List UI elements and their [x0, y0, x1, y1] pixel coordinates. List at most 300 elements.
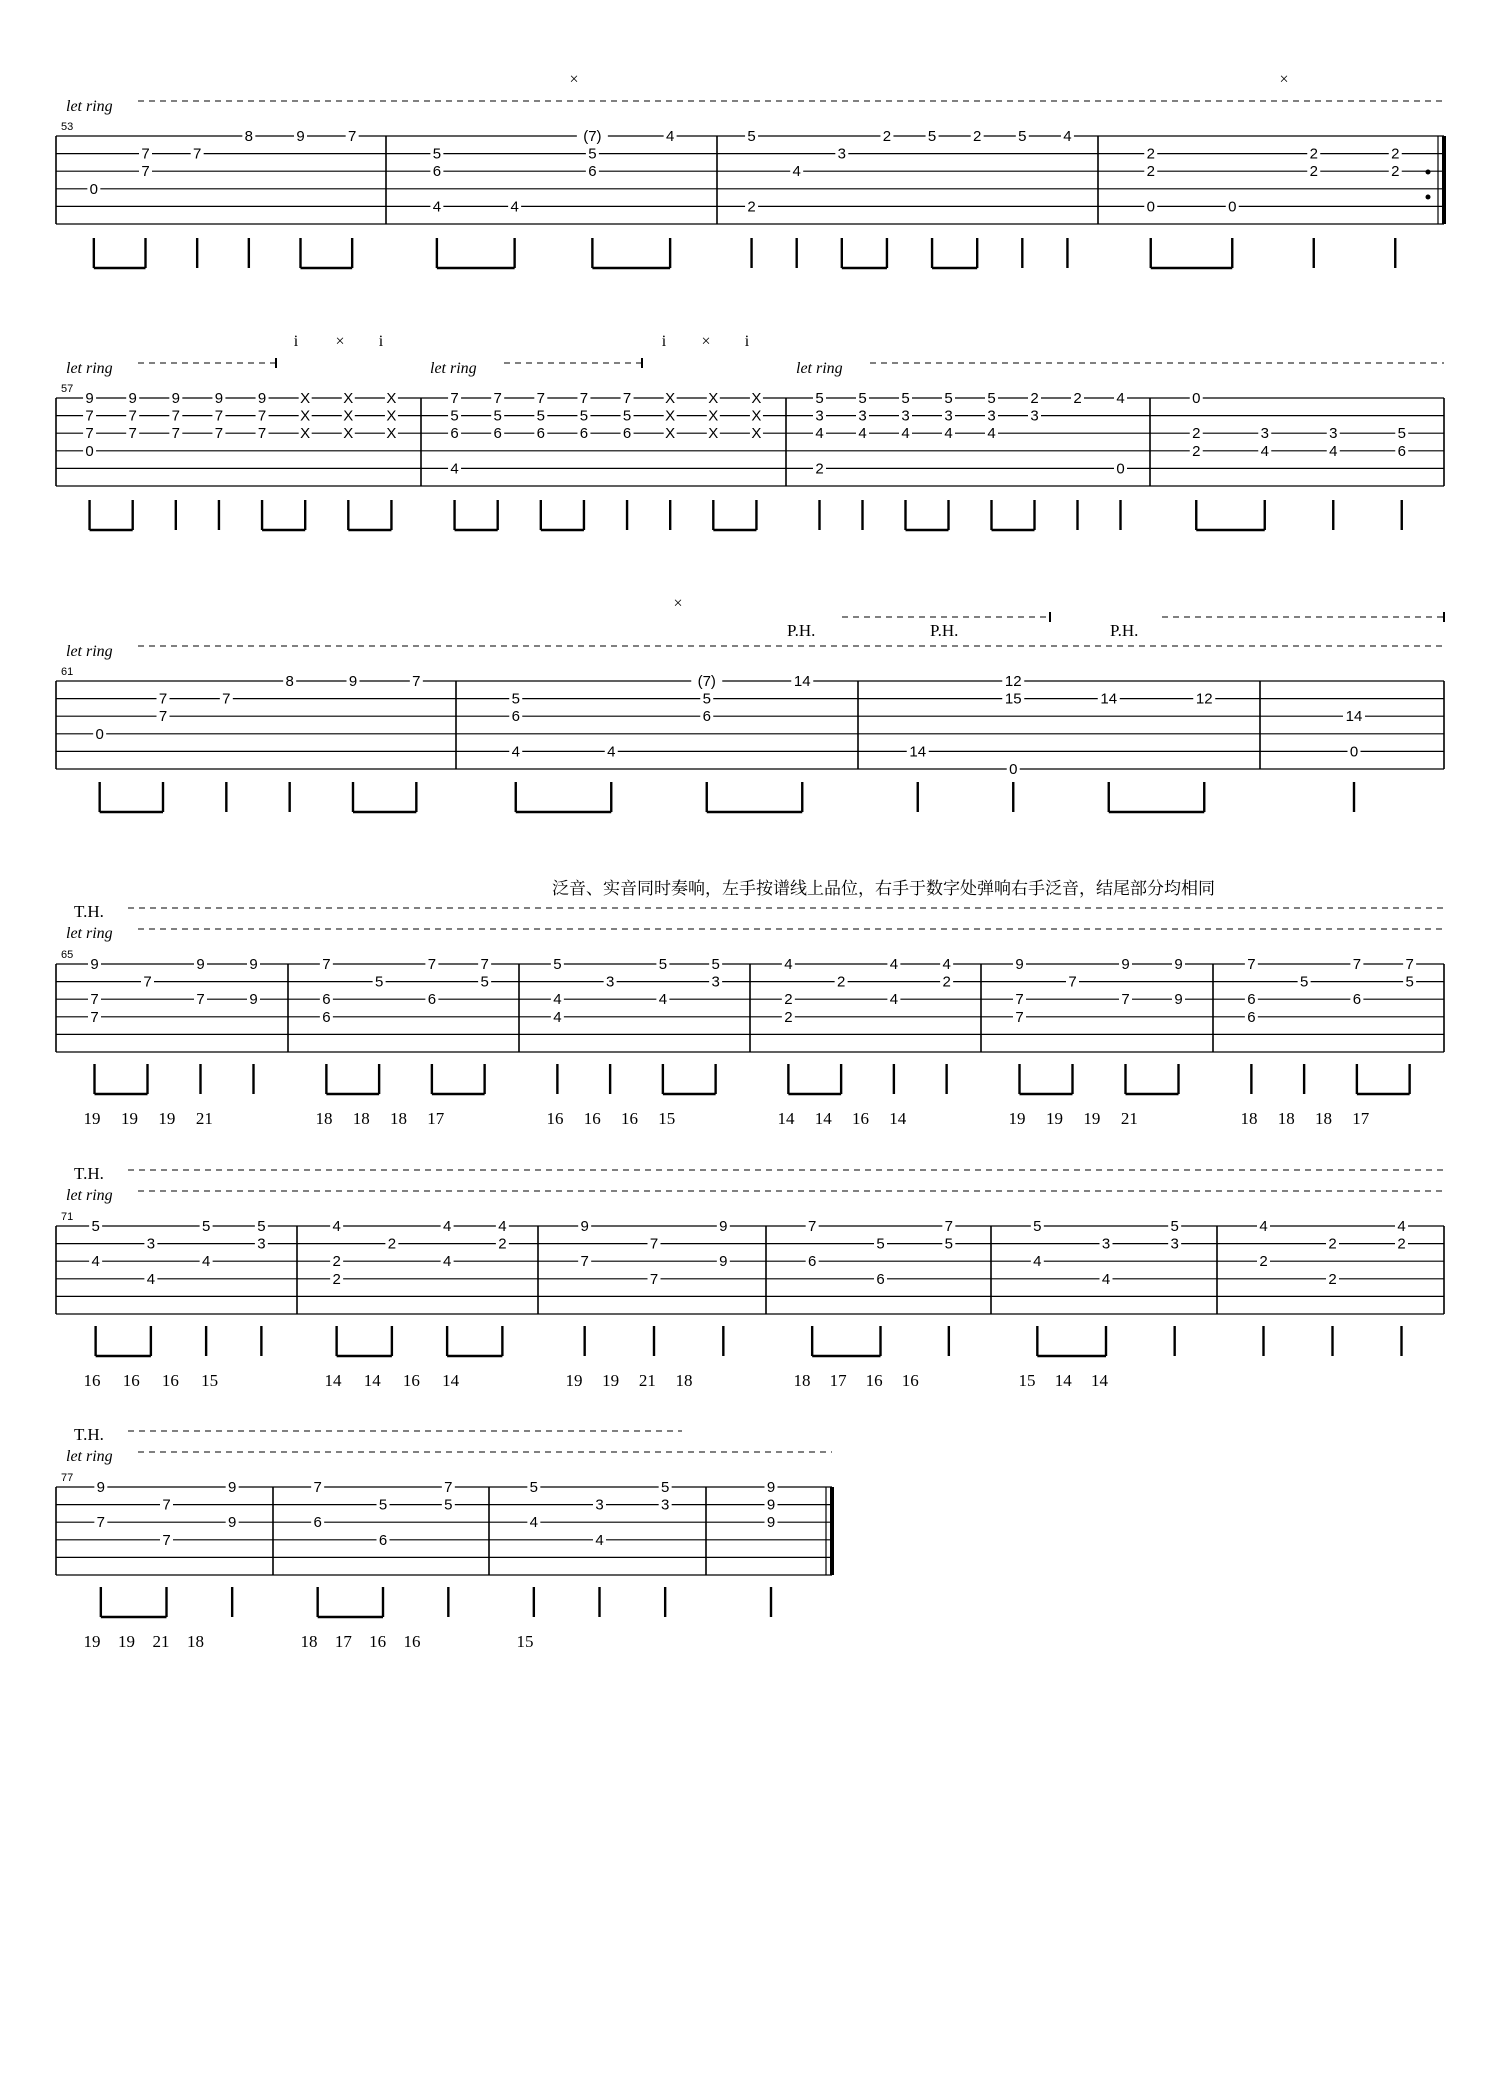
fret-number: 9	[580, 1218, 589, 1235]
fret-number: 6	[427, 991, 437, 1009]
fret-number: 7	[536, 390, 545, 407]
fret-number: 7	[1247, 956, 1256, 973]
fret-number: 4	[792, 163, 801, 181]
harmonic-fret-number: 14	[777, 1109, 795, 1128]
fret-number: X	[708, 390, 719, 407]
harmonic-fret-number: 18	[389, 1109, 407, 1128]
let-ring-label: let ring	[430, 360, 477, 377]
harmonic-fret-number: 17	[1352, 1109, 1370, 1128]
fret-number: 3	[987, 407, 996, 425]
fret-number: 5	[493, 407, 502, 425]
fret-number: 5	[702, 690, 711, 708]
fret-number: 9	[766, 1479, 776, 1496]
fret-number: 5	[579, 407, 589, 425]
harmonic-fret-number: 19	[120, 1109, 138, 1128]
harmonic-fret-number: 16	[83, 1371, 101, 1390]
harmonic-fret-number: 18	[315, 1109, 333, 1128]
fret-number: 5	[858, 390, 867, 407]
fret-number: X	[708, 425, 719, 443]
fret-number: 9	[227, 1514, 237, 1532]
fret-number: 4	[498, 1218, 507, 1235]
fret-number: 6	[536, 425, 545, 443]
fret-number: 7	[192, 145, 202, 163]
fret-number: (7)	[697, 673, 716, 690]
measure-number: 53	[61, 121, 74, 133]
index-finger-mark: i	[744, 333, 750, 350]
fret-number: 4	[889, 991, 899, 1009]
fret-number: 2	[815, 460, 824, 478]
fret-number: 7	[427, 956, 437, 973]
fret-number: 4	[432, 198, 442, 216]
fret-number: 4	[1063, 128, 1072, 145]
fret-number: 9	[766, 1514, 776, 1532]
fret-number: 4	[944, 425, 953, 443]
fret-number: 7	[1405, 956, 1414, 973]
index-finger-mark: i	[378, 333, 384, 350]
fret-number: 12	[1195, 690, 1213, 708]
fret-number: 9	[1174, 991, 1183, 1009]
fret-number: 5	[1397, 425, 1406, 443]
fret-number: 2	[747, 198, 756, 216]
th-label: T.H.	[74, 1164, 104, 1183]
fret-number: 2	[1146, 145, 1155, 163]
fret-number: 5	[622, 407, 632, 425]
fret-number: 7	[143, 973, 152, 991]
dead-note-mark: ×	[673, 595, 683, 612]
fret-number: 5	[378, 1496, 388, 1514]
harmonic-fret-number: 14	[442, 1371, 460, 1390]
fret-number: 5	[927, 128, 937, 145]
fret-number: 7	[85, 425, 94, 443]
fret-number: X	[665, 425, 676, 443]
fret-number: 9	[227, 1479, 237, 1496]
fret-number: 14	[1100, 690, 1118, 708]
fret-number: 5	[815, 390, 824, 407]
fret-number: 2	[1397, 1235, 1406, 1253]
harmonic-fret-number: 16	[620, 1109, 638, 1128]
fret-number: 4	[442, 1253, 452, 1271]
fret-number: 3	[815, 407, 824, 425]
fret-number: 6	[322, 1008, 331, 1026]
dead-note-mark: ×	[701, 333, 711, 350]
fret-number: 7	[171, 407, 180, 425]
repeat-dot	[1426, 195, 1431, 200]
fret-number: X	[386, 425, 397, 443]
harmonic-fret-number: 21	[195, 1109, 213, 1128]
fret-number: 9	[1015, 956, 1024, 973]
fret-number: 7	[480, 956, 489, 973]
fret-number: 5	[1018, 128, 1027, 145]
fret-number: 9	[249, 956, 258, 973]
fret-number: 5	[444, 1496, 453, 1514]
fret-number: 7	[347, 128, 357, 145]
tab-system	[56, 908, 1444, 1128]
fret-number: 0	[1228, 198, 1237, 216]
harmonic-fret-number: 16	[583, 1109, 601, 1128]
fret-number: 3	[711, 973, 720, 991]
fret-number: 2	[1328, 1270, 1337, 1288]
harmonic-fret-number: 16	[403, 1632, 421, 1651]
fret-number: 4	[553, 991, 562, 1009]
harmonic-fret-number: 17	[829, 1371, 847, 1390]
ph-label: P.H.	[930, 621, 959, 640]
th-label: T.H.	[74, 902, 104, 921]
fret-number: 5	[450, 407, 459, 425]
fret-number: 2	[882, 128, 892, 145]
measure-number: 77	[61, 1472, 74, 1484]
fret-number: 4	[595, 1531, 604, 1549]
fret-number: 4	[987, 425, 996, 443]
fret-number: 3	[944, 407, 953, 425]
tab-system	[56, 71, 1444, 268]
fret-number: 14	[1345, 708, 1363, 726]
fret-number: 4	[201, 1253, 211, 1271]
harmonic-fret-number: 21	[638, 1371, 656, 1390]
index-finger-mark: i	[293, 333, 299, 350]
fret-number: 2	[1030, 390, 1039, 407]
fret-number: 0	[1192, 390, 1201, 407]
harmonic-fret-number: 14	[889, 1109, 907, 1128]
fret-number: 9	[90, 956, 99, 973]
fret-number: 5	[588, 145, 597, 163]
fret-number: 7	[90, 991, 99, 1009]
fret-number: 6	[378, 1531, 388, 1549]
harmonic-fret-number: 19	[118, 1632, 136, 1651]
fret-number: 3	[901, 407, 910, 425]
fret-number: 6	[1352, 991, 1362, 1009]
fret-number: 2	[784, 1008, 793, 1026]
fret-number: 2	[973, 128, 982, 145]
harmonic-fret-number: 15	[658, 1109, 676, 1128]
fret-number: 5	[480, 973, 489, 991]
fret-number: 4	[1329, 442, 1338, 460]
fret-number: 5	[660, 1479, 670, 1496]
fret-number: 7	[807, 1218, 817, 1235]
fret-number: 9	[196, 956, 205, 973]
fret-number: 5	[1170, 1218, 1179, 1235]
fret-number: 7	[944, 1218, 954, 1235]
fret-number: 6	[493, 425, 502, 443]
fret-number: 7	[196, 991, 205, 1009]
harmonic-fret-number: 18	[675, 1371, 693, 1390]
tab-systems	[56, 71, 1444, 1651]
fret-number: 2	[387, 1235, 397, 1253]
fret-number: 5	[711, 956, 720, 973]
harmonic-fret-number: 15	[201, 1371, 219, 1390]
fret-number: 5	[1299, 973, 1309, 991]
fret-number: 15	[1004, 690, 1022, 708]
harmonic-fret-number: 16	[369, 1632, 387, 1651]
fret-number: 7	[579, 390, 589, 407]
fret-number: 5	[91, 1218, 100, 1235]
harmonic-fret-number: 19	[602, 1371, 620, 1390]
let-ring-label: let ring	[66, 360, 113, 377]
fret-number: 4	[511, 743, 520, 761]
fret-number: 3	[837, 145, 846, 163]
fret-number: 2	[498, 1235, 507, 1253]
fret-number: 7	[171, 425, 180, 443]
fret-number: X	[751, 425, 762, 443]
index-finger-mark: i	[661, 333, 667, 350]
fret-number: 7	[85, 407, 94, 425]
fret-number: 4	[1260, 442, 1269, 460]
fret-number: 7	[1121, 991, 1130, 1009]
tab-system	[56, 595, 1444, 812]
fret-number: 7	[412, 673, 421, 690]
fret-number: 2	[784, 991, 793, 1009]
fret-number: 9	[1174, 956, 1183, 973]
fret-number: 2	[942, 973, 951, 991]
harmonic-fret-number: 14	[363, 1371, 381, 1390]
fret-number: 2	[836, 973, 846, 991]
fret-number: 7	[450, 390, 459, 407]
harmonic-fret-number: 16	[865, 1371, 883, 1390]
fret-number: 3	[146, 1235, 156, 1253]
harmonic-fret-number: 14	[814, 1109, 832, 1128]
fret-number: 4	[91, 1253, 100, 1271]
fret-number: 4	[658, 991, 668, 1009]
fret-number: (7)	[583, 128, 602, 145]
fret-number: 7	[580, 1253, 589, 1271]
let-ring-label: let ring	[66, 643, 113, 660]
measure-number: 57	[61, 383, 74, 395]
fret-number: X	[665, 407, 676, 425]
fret-number: 5	[901, 390, 910, 407]
measure-number: 61	[61, 666, 74, 678]
fret-number: X	[386, 407, 397, 425]
fret-number: 4	[784, 956, 793, 973]
fret-number: 4	[1116, 390, 1125, 407]
harmonic-fret-number: 19	[1045, 1109, 1063, 1128]
let-ring-label: let ring	[66, 1187, 113, 1204]
fret-number: 3	[660, 1496, 670, 1514]
fret-number: 0	[1146, 198, 1155, 216]
harmonic-fret-number: 17	[427, 1109, 445, 1128]
harmonic-fret-number: 16	[546, 1109, 564, 1128]
harmonic-fret-number: 18	[1240, 1109, 1258, 1128]
harmonic-fret-number: 21	[152, 1632, 170, 1651]
fret-number: 7	[214, 407, 224, 425]
fret-number: 7	[1015, 1008, 1024, 1026]
fret-number: 3	[1030, 407, 1039, 425]
fret-number: 7	[128, 407, 137, 425]
fret-number: X	[665, 390, 676, 407]
harmonic-fret-number: 16	[851, 1109, 869, 1128]
fret-number: 4	[510, 198, 519, 216]
ph-label: P.H.	[1110, 621, 1139, 640]
fret-number: 5	[374, 973, 384, 991]
fret-number: 7	[493, 390, 502, 407]
fret-number: 2	[1309, 163, 1318, 181]
harmonic-fret-number: 18	[793, 1371, 811, 1390]
fret-number: 9	[719, 1253, 728, 1271]
fret-number: 4	[1101, 1270, 1111, 1288]
fret-number: 6	[807, 1253, 817, 1271]
fret-number: X	[343, 425, 354, 443]
measure-number: 71	[61, 1211, 74, 1223]
fret-number: 7	[222, 690, 231, 708]
fret-number: 5	[529, 1479, 539, 1496]
fret-number: 2	[1192, 425, 1201, 443]
fret-number: 6	[1397, 442, 1406, 460]
fret-number: 2	[1192, 442, 1201, 460]
fret-number: 4	[942, 956, 951, 973]
fret-number: 7	[1352, 956, 1362, 973]
fret-number: 3	[1170, 1235, 1179, 1253]
fret-number: 5	[944, 390, 953, 407]
harmonic-fret-number: 21	[1120, 1109, 1138, 1128]
fret-number: 7	[96, 1514, 106, 1532]
fret-number: 5	[432, 145, 442, 163]
dead-note-mark: ×	[335, 333, 345, 350]
fret-number: 12	[1004, 673, 1022, 690]
fret-number: 4	[529, 1514, 539, 1532]
fret-number: 8	[244, 128, 254, 145]
tab-system	[56, 1431, 832, 1651]
fret-number: 0	[85, 442, 94, 460]
harmonic-fret-number: 14	[1054, 1371, 1072, 1390]
fret-number: X	[386, 390, 397, 407]
fret-number: 5	[1405, 973, 1414, 991]
fret-number: 5	[201, 1218, 211, 1235]
fret-number: 9	[85, 390, 94, 407]
fret-number: 7	[158, 690, 168, 708]
fret-number: 6	[313, 1514, 322, 1532]
fret-number: 4	[665, 128, 675, 145]
fret-number: 9	[96, 1479, 106, 1496]
fret-number: 2	[1073, 390, 1082, 407]
fret-number: 7	[141, 145, 150, 163]
fret-number: 2	[1259, 1253, 1268, 1271]
fret-number: 7	[313, 1479, 322, 1496]
harmonic-fret-number: 16	[901, 1371, 919, 1390]
fret-number: 4	[442, 1218, 452, 1235]
fret-number: X	[343, 407, 354, 425]
fret-number: 6	[588, 163, 597, 181]
fret-number: 8	[285, 673, 294, 690]
harmonic-fret-number: 19	[565, 1371, 583, 1390]
harmonic-fret-number: 14	[1091, 1371, 1109, 1390]
fret-number: 7	[162, 1531, 171, 1549]
fret-number: 7	[214, 425, 224, 443]
harmonic-instruction-note: 泛音、实音同时奏响，左手按谱线上品位，右手于数字处弹响右手泛音，结尾部分均相同	[552, 879, 1215, 899]
fret-number: 4	[889, 956, 899, 973]
fret-number: 9	[719, 1218, 728, 1235]
fret-number: 9	[171, 390, 180, 407]
fret-number: 4	[1397, 1218, 1406, 1235]
harmonic-fret-number: 14	[324, 1371, 342, 1390]
fret-number: 0	[89, 180, 99, 198]
fret-number: 5	[553, 956, 562, 973]
fret-number: 2	[1146, 163, 1155, 181]
th-label: T.H.	[74, 1425, 104, 1444]
harmonic-fret-number: 19	[158, 1109, 176, 1128]
measure-number: 65	[61, 949, 74, 961]
fret-number: X	[708, 407, 719, 425]
fret-number: X	[300, 390, 311, 407]
fret-number: 0	[95, 725, 104, 743]
fret-number: 6	[450, 425, 459, 443]
fret-number: 9	[1121, 956, 1130, 973]
fret-number: 2	[1391, 145, 1400, 163]
fret-number: 5	[944, 1235, 954, 1253]
fret-number: 9	[214, 390, 224, 407]
fret-number: 5	[1033, 1218, 1042, 1235]
fret-number: 7	[128, 425, 137, 443]
fret-number: 5	[536, 407, 545, 425]
let-ring-label: let ring	[66, 98, 113, 115]
fret-number: 7	[90, 1008, 99, 1026]
fret-number: 6	[876, 1270, 885, 1288]
harmonic-fret-number: 16	[122, 1371, 140, 1390]
fret-number: 5	[876, 1235, 885, 1253]
fret-number: 4	[901, 425, 910, 443]
fret-number: 9	[296, 128, 305, 145]
harmonic-fret-number: 18	[300, 1632, 318, 1651]
fret-number: 7	[257, 407, 267, 425]
fret-number: 6	[511, 708, 520, 726]
fret-number: 4	[1259, 1218, 1268, 1235]
fret-number: 6	[702, 708, 711, 726]
harmonic-fret-number: 16	[402, 1371, 420, 1390]
fret-number: 5	[747, 128, 756, 145]
harmonic-fret-number: 19	[83, 1632, 101, 1651]
fret-number: 7	[158, 708, 168, 726]
fret-number: 7	[162, 1496, 171, 1514]
harmonic-fret-number: 19	[1008, 1109, 1026, 1128]
fret-number: 14	[909, 743, 927, 761]
fret-number: 4	[146, 1270, 156, 1288]
harmonic-fret-number: 18	[1314, 1109, 1332, 1128]
harmonic-fret-number: 16	[161, 1371, 179, 1390]
fret-number: 3	[1101, 1235, 1111, 1253]
fret-number: 7	[1015, 991, 1024, 1009]
fret-number: 9	[257, 390, 267, 407]
fret-number: 9	[348, 673, 358, 690]
fret-number: 4	[858, 425, 867, 443]
fret-number: 2	[1328, 1235, 1337, 1253]
fret-number: 5	[257, 1218, 266, 1235]
harmonic-fret-number: 19	[1083, 1109, 1101, 1128]
fret-number: 3	[605, 973, 615, 991]
fret-number: 6	[1247, 991, 1256, 1009]
fret-number: X	[751, 390, 762, 407]
fret-number: 3	[1329, 425, 1338, 443]
dead-note-mark: ×	[1279, 71, 1289, 88]
fret-number: 6	[432, 163, 442, 181]
fret-number: 4	[450, 460, 459, 478]
fret-number: 6	[579, 425, 589, 443]
harmonic-fret-number: 18	[1277, 1109, 1295, 1128]
let-ring-label: let ring	[796, 360, 843, 377]
fret-number: 6	[622, 425, 632, 443]
fret-number: X	[751, 407, 762, 425]
fret-number: 9	[128, 390, 137, 407]
fret-number: 2	[332, 1270, 341, 1288]
fret-number: 2	[1391, 163, 1400, 181]
fret-number: 5	[987, 390, 996, 407]
fret-number: 4	[815, 425, 824, 443]
fret-number: X	[300, 425, 311, 443]
fret-number: 3	[257, 1235, 266, 1253]
fret-number: 4	[1033, 1253, 1042, 1271]
harmonic-fret-number: 18	[352, 1109, 370, 1128]
ph-label: P.H.	[787, 621, 816, 640]
fret-number: 3	[595, 1496, 604, 1514]
fret-number: 0	[1116, 460, 1125, 478]
fret-number: 7	[444, 1479, 453, 1496]
fret-number: 7	[322, 956, 331, 973]
